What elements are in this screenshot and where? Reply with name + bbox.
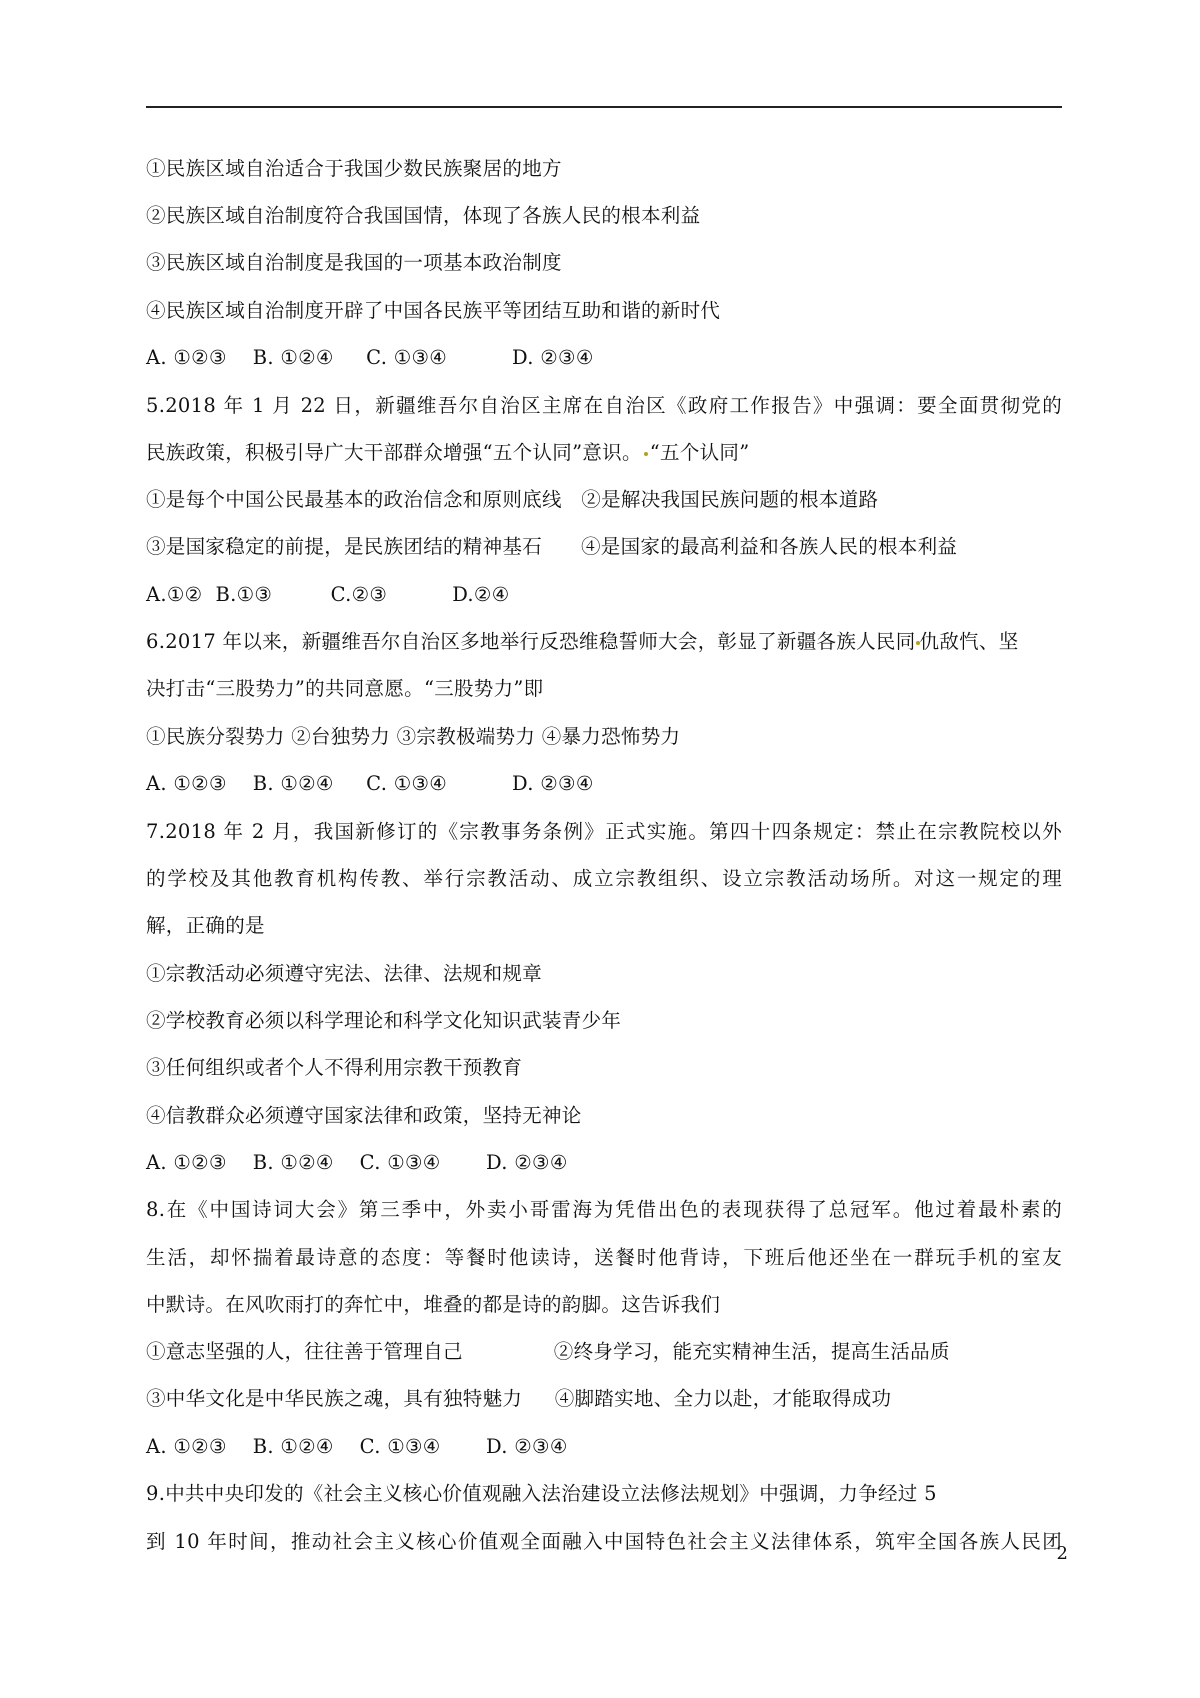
q5-text-b: “五个认同” bbox=[649, 441, 750, 464]
question-7-line-3: 解，正确的是 bbox=[146, 914, 265, 937]
answer-options-q8: A. ①②③ B. ①②④ C. ①③④ D. ②③④ bbox=[146, 1435, 568, 1458]
line-4: ④民族区域自治制度开辟了中国各民族平等团结互助和谐的新时代 bbox=[146, 299, 721, 322]
q5-text-a: 民族政策，积极引导广大干部群众增强“五个认同”意识。 bbox=[146, 441, 642, 464]
question-9-line-1: 9.中共中央印发的《社会主义核心价值观融入法治建设立法修法规划》中强调，力争经过 5 bbox=[146, 1482, 937, 1505]
q7-option-1: ①宗教活动必须遵守宪法、法律、法规和规章 bbox=[146, 962, 543, 985]
q7-option-3: ③任何组织或者个人不得利用宗教干预教育 bbox=[146, 1056, 523, 1079]
page-number: 2 bbox=[1056, 1543, 1068, 1564]
q8-option-3-4: ③中华文化是中华民族之魂，具有独特魅力 ④脚踏实地、全力以赴，才能取得成功 bbox=[146, 1387, 892, 1410]
q8-option-1-2: ①意志坚强的人，往往善于管理自己 ②终身学习，能充实精神生活，提高生活品质 bbox=[146, 1340, 950, 1363]
line-1: ①民族区域自治适合于我国少数民族聚居的地方 bbox=[146, 157, 562, 180]
dot-mark bbox=[644, 452, 648, 456]
q7-option-4: ④信教群众必须遵守国家法律和政策，坚持无神论 bbox=[146, 1104, 582, 1127]
q6-text-b: 仇敌忾、坚 bbox=[919, 630, 1019, 653]
q5-option-3-4: ③是国家稳定的前提，是民族团结的精神基石 ④是国家的最高利益和各族人民的根本利益 bbox=[146, 535, 958, 558]
question-5-line-2 bbox=[146, 441, 750, 465]
answer-options-q6: A. ①②③ B. ①②④ C. ①③④ D. ②③④ bbox=[146, 772, 594, 795]
header-rule bbox=[146, 106, 1062, 108]
answer-options-q5: A.①② B.①③ C.②③ D.②④ bbox=[146, 583, 510, 606]
q5-option-1-2: ①是每个中国公民最基本的政治信念和原则底线 ②是解决我国民族问题的根本道路 bbox=[146, 488, 879, 511]
question-8-line-1: 8.在《中国诗词大会》第三季中，外卖小哥雷海为凭借出色的表现获得了总冠军。他过着最朴素的 bbox=[146, 1198, 1062, 1221]
q6-text-a: 6.2017 年以来，新疆维吾尔自治区多地举行反恐维稳誓师大会，彰显了新疆各族人民同 bbox=[146, 630, 916, 653]
line-2: ②民族区域自治制度符合我国国情，体现了各族人民的根本利益 bbox=[146, 204, 701, 227]
answer-options-q7: A. ①②③ B. ①②④ C. ①③④ D. ②③④ bbox=[146, 1151, 568, 1174]
question-6-line-1 bbox=[146, 630, 1019, 654]
answer-options-q4: A. ①②③ B. ①②④ C. ①③④ D. ②③④ bbox=[146, 346, 594, 369]
question-6-line-2: 决打击“三股势力”的共同意愿。“三股势力”即 bbox=[146, 677, 544, 700]
question-5-line-1: 5.2018 年 1 月 22 日，新疆维吾尔自治区主席在自治区《政府工作报告》中强调：要全面贯彻党的 bbox=[146, 394, 1062, 417]
q7-option-2: ②学校教育必须以科学理论和科学文化知识武装青少年 bbox=[146, 1009, 622, 1032]
question-8-line-2: 生活，却怀揣着最诗意的态度：等餐时他读诗，送餐时他背诗，下班后他还坐在一群玩手机的室友 bbox=[146, 1246, 1062, 1269]
question-7-line-2: 的学校及其他教育机构传教、举行宗教活动、成立宗教组织、设立宗教活动场所。对这一规定的理 bbox=[146, 867, 1062, 890]
question-8-line-3: 中默诗。在风吹雨打的奔忙中，堆叠的都是诗的韵脚。这告诉我们 bbox=[146, 1293, 721, 1316]
question-9-line-2: 到 10 年时间，推动社会主义核心价值观全面融入中国特色社会主义法律体系，筑牢全国各族人民团 bbox=[146, 1530, 1062, 1553]
question-7-line-1: 7.2018 年 2 月，我国新修订的《宗教事务条例》正式实施。第四十四条规定：禁止在宗教院校以外 bbox=[146, 820, 1062, 843]
q6-options: ①民族分裂势力 ②台独势力 ③宗教极端势力 ④暴力恐怖势力 bbox=[146, 725, 681, 748]
line-3: ③民族区域自治制度是我国的一项基本政治制度 bbox=[146, 251, 562, 274]
